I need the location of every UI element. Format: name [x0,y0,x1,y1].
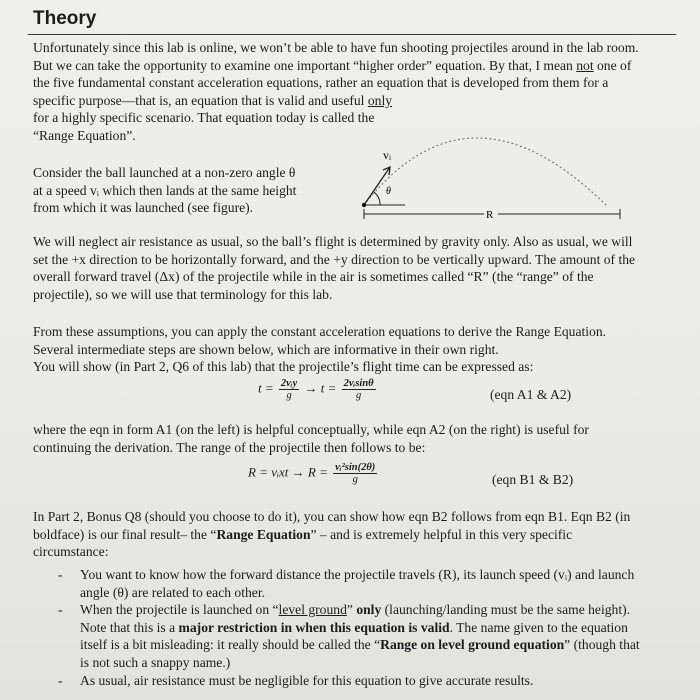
derivation-paragraph [33,323,606,376]
emphasis-only: only [367,92,393,108]
bullet-line: is not such a snappy name.) [80,654,231,670]
derivation-line: Several intermediate steps are shown below, which are informative in their own right. [33,341,499,357]
assumption-paragraph [33,233,635,303]
range-label: R [486,209,494,221]
part2-line: In Part 2, Bonus Q8 (should you choose to do it), you can show how eqn B2 follows from eqn B1. Eqn B2 (in [33,509,631,524]
eq-b2-numerator: vᵢ²sin(2θ) [335,462,376,473]
neglect-line: We will neglect air resistance as usual, so the ball’s flight is determined by gravity only. Also as usual, we will [33,234,633,249]
where-paragraph [33,421,589,456]
eqn-a-label: (eqn A1 & A2) [490,387,572,402]
bullet-line: You want to know how the forward distance the projectile travels (R), its launch speed (vᵢ) and launch [80,567,635,582]
theta-label: θ [386,186,391,197]
where-line: where the eqn in form A1 (on the left) is helpful conceptually, while eqn A2 (on the right) is useful for [33,422,589,437]
bullet-line: Note that this is a major restriction in when this equation is valid. The name given to the equation [80,619,628,635]
bullet-line: itself is a bit misleading: it really should be called the “Range on level ground equation” (though that [80,637,640,653]
eq-b2-fraction [333,462,377,485]
eq-a-lhs: t = [258,380,274,396]
eq-a1-fraction [279,378,299,401]
consider-line: from which it was launched (see figure). [33,200,254,216]
eq-a-arrow: → t = [304,380,337,396]
equation-b [248,462,379,485]
level-ground-equation-bold: Range on level ground equation [380,637,565,653]
eq-a2-fraction [342,378,376,401]
eq-a1-denominator: g [286,390,292,401]
bullet-line: When the projectile is launched on “level ground” only (launching/landing must be the same height). [80,602,631,618]
ball-dot [362,203,366,207]
part2-line: circumstance: [33,544,109,560]
bullet-line: As usual, air resistance must be negligible for this equation to give accurate results. [80,672,534,688]
eqn-b-label: (eqn B1 & B2) [492,472,574,487]
eq-b-lhs: R = vᵢxt → R = [248,464,328,480]
eq-a2-denominator: g [356,390,362,401]
intro-line: But we can take the opportunity to examine one important “higher order” equation. By that, I mean not one of [33,57,632,73]
intro-line: for a highly specific scenario. That equation today is called the [33,110,375,126]
equation-a [258,378,378,401]
where-line: continuing the derivation. The range of the projectile then follows to be: [33,439,426,455]
list-item [58,601,640,671]
only-bold: only [356,602,382,618]
neglect-line: projectile), so we will use that terminology for this lab. [33,286,333,302]
consider-paragraph [33,164,296,217]
level-ground-underline: level ground [278,602,347,618]
emphasis-not: not [576,57,594,73]
conditions-list [58,566,640,689]
range-equation-bold: Range Equation [216,526,311,542]
intro-line: the five fundamental constant acceleration equations, rather an equation that is developed from them for a [33,75,609,91]
list-item [58,672,640,690]
major-restriction-bold: major restriction in when this equation is valid [178,619,450,635]
intro-line: “Range Equation”. [33,127,136,143]
trajectory-figure [350,92,640,225]
list-item [58,566,640,601]
derivation-line: From these assumptions, you can apply the constant acceleration equations to derive the Range Equation. [33,324,607,339]
bullet-dash: - [58,672,63,688]
bullet-dash: - [58,567,63,582]
bullet-dash: - [58,602,63,618]
intro-line: Unfortunately since this lab is online, we won’t be able to have fun shooting projectiles around in the lab room. [33,40,639,55]
neglect-line: overall forward travel (Δx) of the projectile while in the air is sometimes called “R” (the “range” of the [33,269,594,285]
part2-paragraph [33,508,630,561]
velocity-label: vᵢ [383,148,391,162]
part2-line: boldface) is our final result– the “Range Equation” – and is extremely helpful in this very specific [33,526,573,542]
intro-line: specific purpose—that is, an equation that is valid and useful only [33,92,393,108]
bullet-line: angle (θ) are related to each other. [80,584,266,600]
derivation-line: You will show (in Part 2, Q6 of this lab) that the projectile’s flight time can be expressed as: [33,359,534,375]
eq-b2-denominator: g [352,474,358,485]
neglect-line: set the +x direction to be horizontally forward, and the +y direction to be vertically upward. The amount of the [33,251,636,267]
consider-line: Consider the ball launched at a non-zero angle θ [33,165,296,180]
section-title: Theory [33,8,97,29]
angle-arc [374,192,380,205]
trajectory-arc [364,138,608,207]
title-underline [28,34,676,35]
eq-a2-numerator: 2vᵢsinθ [343,378,374,389]
eq-a1-numerator: 2vᵢy [280,378,298,389]
consider-line: at a speed vᵢ which then lands at the same height [33,182,297,198]
